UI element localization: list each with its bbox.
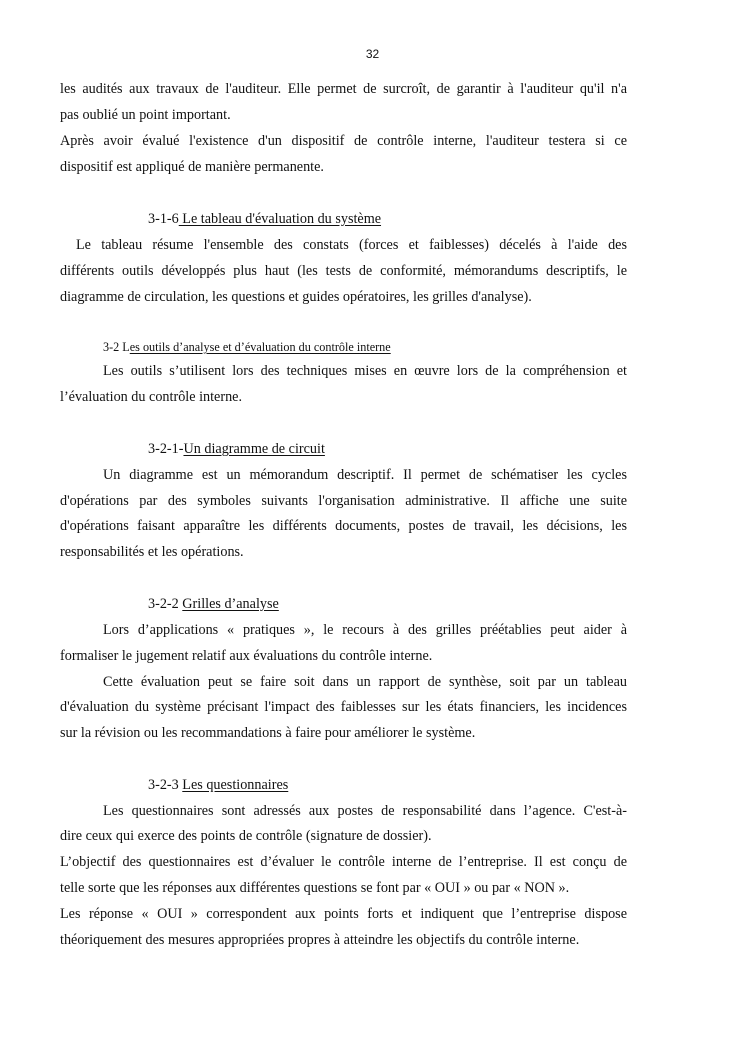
text-line: pas oublié un point important. <box>60 107 231 123</box>
heading-title: Un diagramme de circuit <box>183 441 325 457</box>
text-line: Le tableau résume l'ensemble des constats (forces et faiblesses) décelés à l'aide des <box>76 237 627 253</box>
section-heading-3-2 <box>103 338 391 356</box>
text-line: dire ceux qui exerce des points de contrôle (signature de dossier). <box>60 828 432 844</box>
text-line: Les outils s’utilisent lors des techniques mises en œuvre lors de la compréhension et <box>103 363 627 379</box>
heading-title: es outils d’analyse et d’évaluation du contrôle interne <box>129 340 391 354</box>
text-line: diagramme de circulation, les questions et guides opératoires, les grilles d'analyse). <box>60 289 532 305</box>
text-line: Les réponse « OUI » correspondent aux points forts et indiquent que l’entreprise dispose <box>60 906 627 922</box>
heading-number: 3-2-1- <box>148 441 184 457</box>
heading-number: 3-2 L <box>103 340 130 354</box>
text-line: responsabilités et les opérations. <box>60 544 244 560</box>
section-heading-3-1-6 <box>148 210 381 228</box>
text-line: sur la révision ou les recommandations à faire pour améliorer le système. <box>60 725 476 741</box>
text-line: Cette évaluation peut se faire soit dans un rapport de synthèse, soit par un tableau <box>103 674 627 690</box>
text-line: Après avoir évalué l'existence d'un dispositif de contrôle interne, l'auditeur testera si ce <box>60 133 627 149</box>
heading-number: 3-1-6 <box>148 211 179 227</box>
heading-number: 3-2-3 <box>148 777 183 793</box>
text-line: les audités aux travaux de l'auditeur. Elle permet de surcroît, de garantir à l'auditeur qu'il n'a <box>60 81 627 97</box>
text-line: d'opérations par des symboles suivants l'organisation administrative. Il affiche une suite <box>60 493 627 509</box>
text-line: l’évaluation du contrôle interne. <box>60 389 243 405</box>
heading-title: Les questionnaires <box>182 777 289 793</box>
text-line: d'opérations faisant apparaître les différents documents, postes de travail, les décisions, les <box>60 518 627 534</box>
text-line: d'évaluation du système précisant l'impact des faiblesses sur les états financiers, les incidences <box>60 699 627 715</box>
heading-title: Grilles d’analyse <box>182 596 279 612</box>
heading-title: Le tableau d'évaluation du système <box>178 211 382 227</box>
text-line: telle sorte que les réponses aux différentes questions se font par « OUI » ou par « NON ». <box>60 880 570 896</box>
text-line: différents outils développés plus haut (les tests de conformité, mémorandums descriptifs, le <box>60 263 627 279</box>
heading-number: 3-2-2 <box>148 596 183 612</box>
section-heading-3-2-1 <box>148 440 325 458</box>
page-number: 32 <box>365 47 380 61</box>
text-line: Les questionnaires sont adressés aux postes de responsabilité dans l’agence. C'est-à- <box>103 803 627 819</box>
text-line: dispositif est appliqué de manière permanente. <box>60 159 324 175</box>
section-heading-3-2-3 <box>148 776 288 794</box>
text-line: théoriquement des mesures appropriées propres à atteindre les objectifs du contrôle interne. <box>60 932 580 948</box>
text-line: formaliser le jugement relatif aux évaluations du contrôle interne. <box>60 648 433 664</box>
text-line: L’objectif des questionnaires est d’évaluer le contrôle interne de l’entreprise. Il est conçu de <box>60 854 627 870</box>
text-line: Un diagramme est un mémorandum descriptif. Il permet de schématiser les cycles <box>103 467 627 483</box>
text-line: Lors d’applications « pratiques », le recours à des grilles préétablies peut aider à <box>103 622 627 638</box>
section-heading-3-2-2 <box>148 595 279 613</box>
